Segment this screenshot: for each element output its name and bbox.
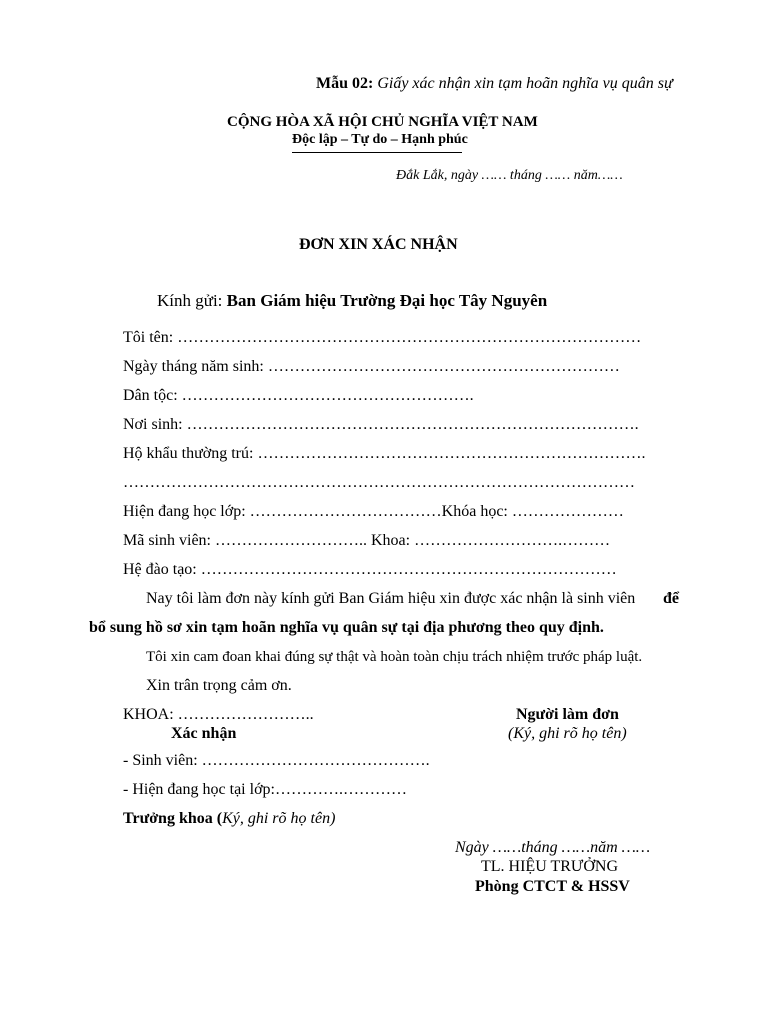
paragraph-request-start: Nay tôi làm đơn này kính gửi Ban Giám hiệu xin được xác nhận là sinh viên <box>146 590 636 607</box>
school-sign-date: Ngày ……tháng ……năm …… <box>455 839 651 856</box>
field-name: Tôi tên: …………………………………………………………………………… <box>123 329 642 346</box>
paragraph-commitment: Tôi xin cam đoan khai đúng sự thật và hoàn toàn chịu trách nhiệm trước pháp luật. <box>146 649 643 665</box>
field-student-id-faculty: Mã sinh viên: ……………………….. Khoa: ……………………….……… <box>123 532 611 549</box>
national-motto: Độc lập – Tự do – Hạnh phúc <box>292 132 468 147</box>
faculty-class-line: - Hiện đang học tại lớp:………….………… <box>123 781 407 798</box>
paragraph-request-purpose: bổ sung hồ sơ xin tạm hoãn nghĩa vụ quân sự tại địa phương theo quy định. <box>89 619 604 636</box>
motto-underline <box>292 152 462 153</box>
recipient-prefix: Kính gửi: <box>157 291 223 310</box>
faculty-confirm-label: Xác nhận <box>171 725 237 742</box>
applicant-sign-note: (Ký, ghi rõ họ tên) <box>508 725 627 742</box>
faculty-head-signature <box>123 810 335 828</box>
faculty-line: KHOA: …………………….. <box>123 706 314 723</box>
field-training-system: Hệ đào tạo: …………………………………………………………………… <box>123 561 617 578</box>
field-birthplace: Nơi sinh: …………………………………………………………………………. <box>123 416 639 433</box>
paragraph-request-bold-end: để <box>663 590 679 607</box>
form-code-label: Mẫu 02: <box>316 75 374 92</box>
field-residence: Hộ khẩu thường trú: ………………………………………………………………. <box>123 445 646 462</box>
form-code-line <box>316 75 673 93</box>
school-sign-role: TL. HIỆU TRƯỞNG <box>481 858 618 875</box>
recipient-name: Ban Giám hiệu Trường Đại học Tây Nguyên <box>226 291 548 310</box>
field-ethnicity: Dân tộc: ………………………………………………. <box>123 387 474 404</box>
faculty-head-note: Ký, ghi rõ họ tên) <box>222 810 336 827</box>
field-birthdate: Ngày tháng năm sinh: ………………………………………………………… <box>123 358 620 375</box>
applicant-title: Người làm đơn <box>516 706 619 723</box>
school-sign-office: Phòng CTCT & HSSV <box>475 878 630 895</box>
recipient-line <box>157 291 547 311</box>
form-code-title: Giấy xác nhận xin tạm hoãn nghĩa vụ quân sự <box>377 75 673 92</box>
document-title: ĐƠN XIN XÁC NHẬN <box>299 236 458 253</box>
faculty-head-label: Trưởng khoa ( <box>123 810 223 827</box>
field-class-course: Hiện đang học lớp: ………………………………Khóa học: ………………… <box>123 503 624 520</box>
country-name: CỘNG HÒA XÃ HỘI CHỦ NGHĨA VIỆT NAM <box>227 114 538 130</box>
place-date: Đắk Lắk, ngày …… tháng …… năm…… <box>396 168 623 183</box>
paragraph-thanks: Xin trân trọng cảm ơn. <box>146 677 292 694</box>
faculty-student-line: - Sinh viên: ……………………………………. <box>123 752 430 769</box>
field-residence-continued: …………………………………………………………………………………… <box>123 474 635 491</box>
